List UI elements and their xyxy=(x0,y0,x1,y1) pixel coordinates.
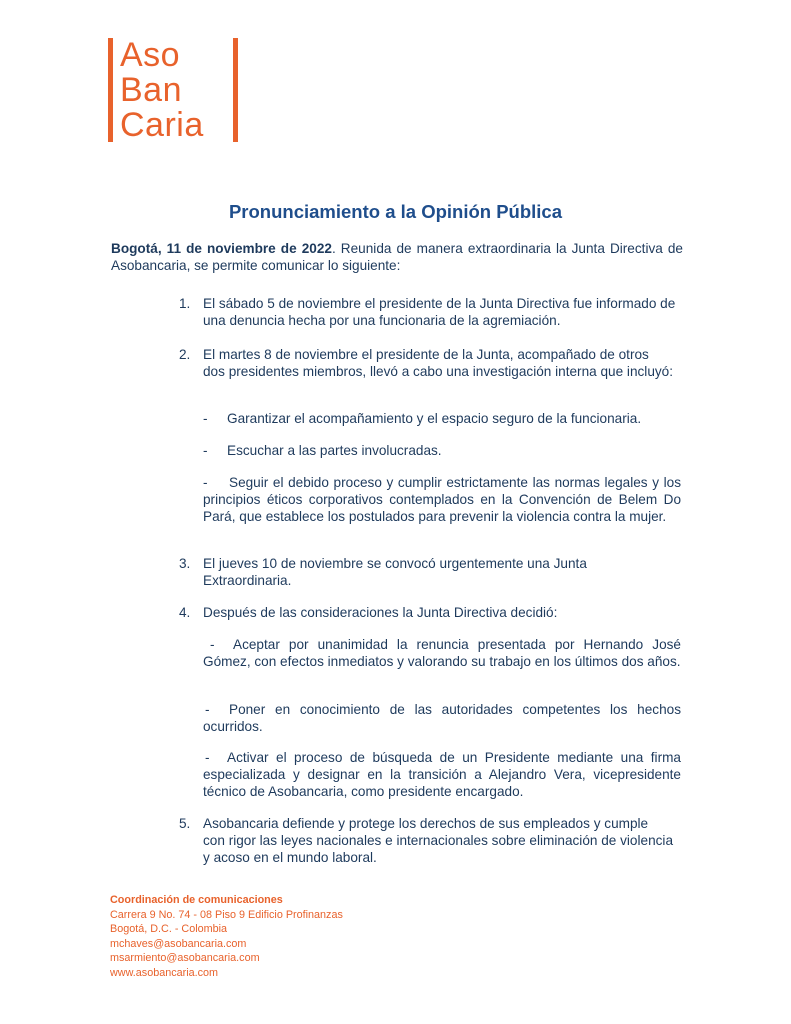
footer-city: Bogotá, D.C. - Colombia xyxy=(110,923,228,936)
logo-line-3: Caria xyxy=(120,106,204,144)
item-2-sub-3: Seguir el debido proceso y cumplir estrictamente las normas legales y los principios éticos corporativos contemplados en la Convención de Belem Do Pará, que establece los postulados para prevenir la violencia contra la mujer. xyxy=(203,475,681,524)
item-5-text: Asobancaria defiende y protege los derechos de sus empleados y cumple con rigor las leyes nacionales e internacionales sobre eliminación de violencia y acoso en el mundo laboral. xyxy=(203,816,674,865)
intro-paragraph xyxy=(111,240,683,274)
logo-left-bar xyxy=(108,38,113,142)
item-5-number: 5. xyxy=(179,816,191,831)
asobancaria-logo xyxy=(108,36,238,144)
item-3-number: 3. xyxy=(179,556,191,571)
footer-email-1[interactable]: mchaves@asobancaria.com xyxy=(110,937,247,950)
item-2-sub-1: Garantizar el acompañamiento y el espacio seguro de la funcionaria. xyxy=(227,411,642,426)
item-2-sub-2: Escuchar a las partes involucradas. xyxy=(227,443,442,458)
logo-right-bar xyxy=(233,38,238,142)
intro-text: . Reunida de manera extraordinaria la Junta Directiva de Asobancaria, se permite comunicar lo siguiente: xyxy=(111,241,683,273)
item-4-sub-1-dash: - xyxy=(210,637,215,652)
item-2-sub-2-dash: - xyxy=(203,443,208,458)
footer-website[interactable]: www.asobancaria.com xyxy=(110,966,219,979)
item-4-sub-3-dash: - xyxy=(205,750,210,765)
item-1-text: El sábado 5 de noviembre el presidente de la Junta Directiva fue informado de una denuncia hecha por una funcionaria de la agremiación. xyxy=(203,296,676,328)
item-4-sub-1: Aceptar por unanimidad la renuncia presentada por Hernando José Gómez, con efectos inmediatos y valorando su trabajo en los últimos dos años. xyxy=(203,637,681,669)
logo-line-2: Ban xyxy=(120,71,182,109)
item-1-number: 1. xyxy=(179,296,191,311)
document-title: Pronunciamiento a la Opinión Pública xyxy=(228,201,563,222)
item-4-number: 4. xyxy=(179,605,191,620)
footer-email-2[interactable]: msarmiento@asobancaria.com xyxy=(110,952,260,965)
item-4-text: Después de las consideraciones la Junta Directiva decidió: xyxy=(203,605,558,620)
intro-date: Bogotá, 11 de noviembre de 2022 xyxy=(111,241,332,256)
item-4-sub-2: Poner en conocimiento de las autoridades competentes los hechos ocurridos. xyxy=(203,702,681,734)
item-2-sub-3-dash: - xyxy=(203,475,208,490)
item-4-sub-3: Activar el proceso de búsqueda de un Presidente mediante una firma especializada y designar en la transición a Alejandro Vera, vicepresidente técnico de Asobancaria, como presidente encargado. xyxy=(203,750,681,799)
footer-address: Carrera 9 No. 74 - 08 Piso 9 Edificio Profinanzas xyxy=(110,908,343,921)
footer-contact xyxy=(110,893,343,981)
item-2-text: El martes 8 de noviembre el presidente de la Junta, acompañado de otros dos presidentes miembros, llevó a cabo una investigación interna que incluyó: xyxy=(203,347,674,379)
item-2-number: 2. xyxy=(179,347,191,362)
item-2-sub-1-dash: - xyxy=(203,411,208,426)
footer-heading: Coordinación de comunicaciones xyxy=(110,894,283,906)
item-3-text: El jueves 10 de noviembre se convocó urgentemente una Junta Extraordinaria. xyxy=(203,556,587,588)
item-4-sub-2-dash: - xyxy=(205,702,210,717)
logo-line-1: Aso xyxy=(120,36,181,74)
